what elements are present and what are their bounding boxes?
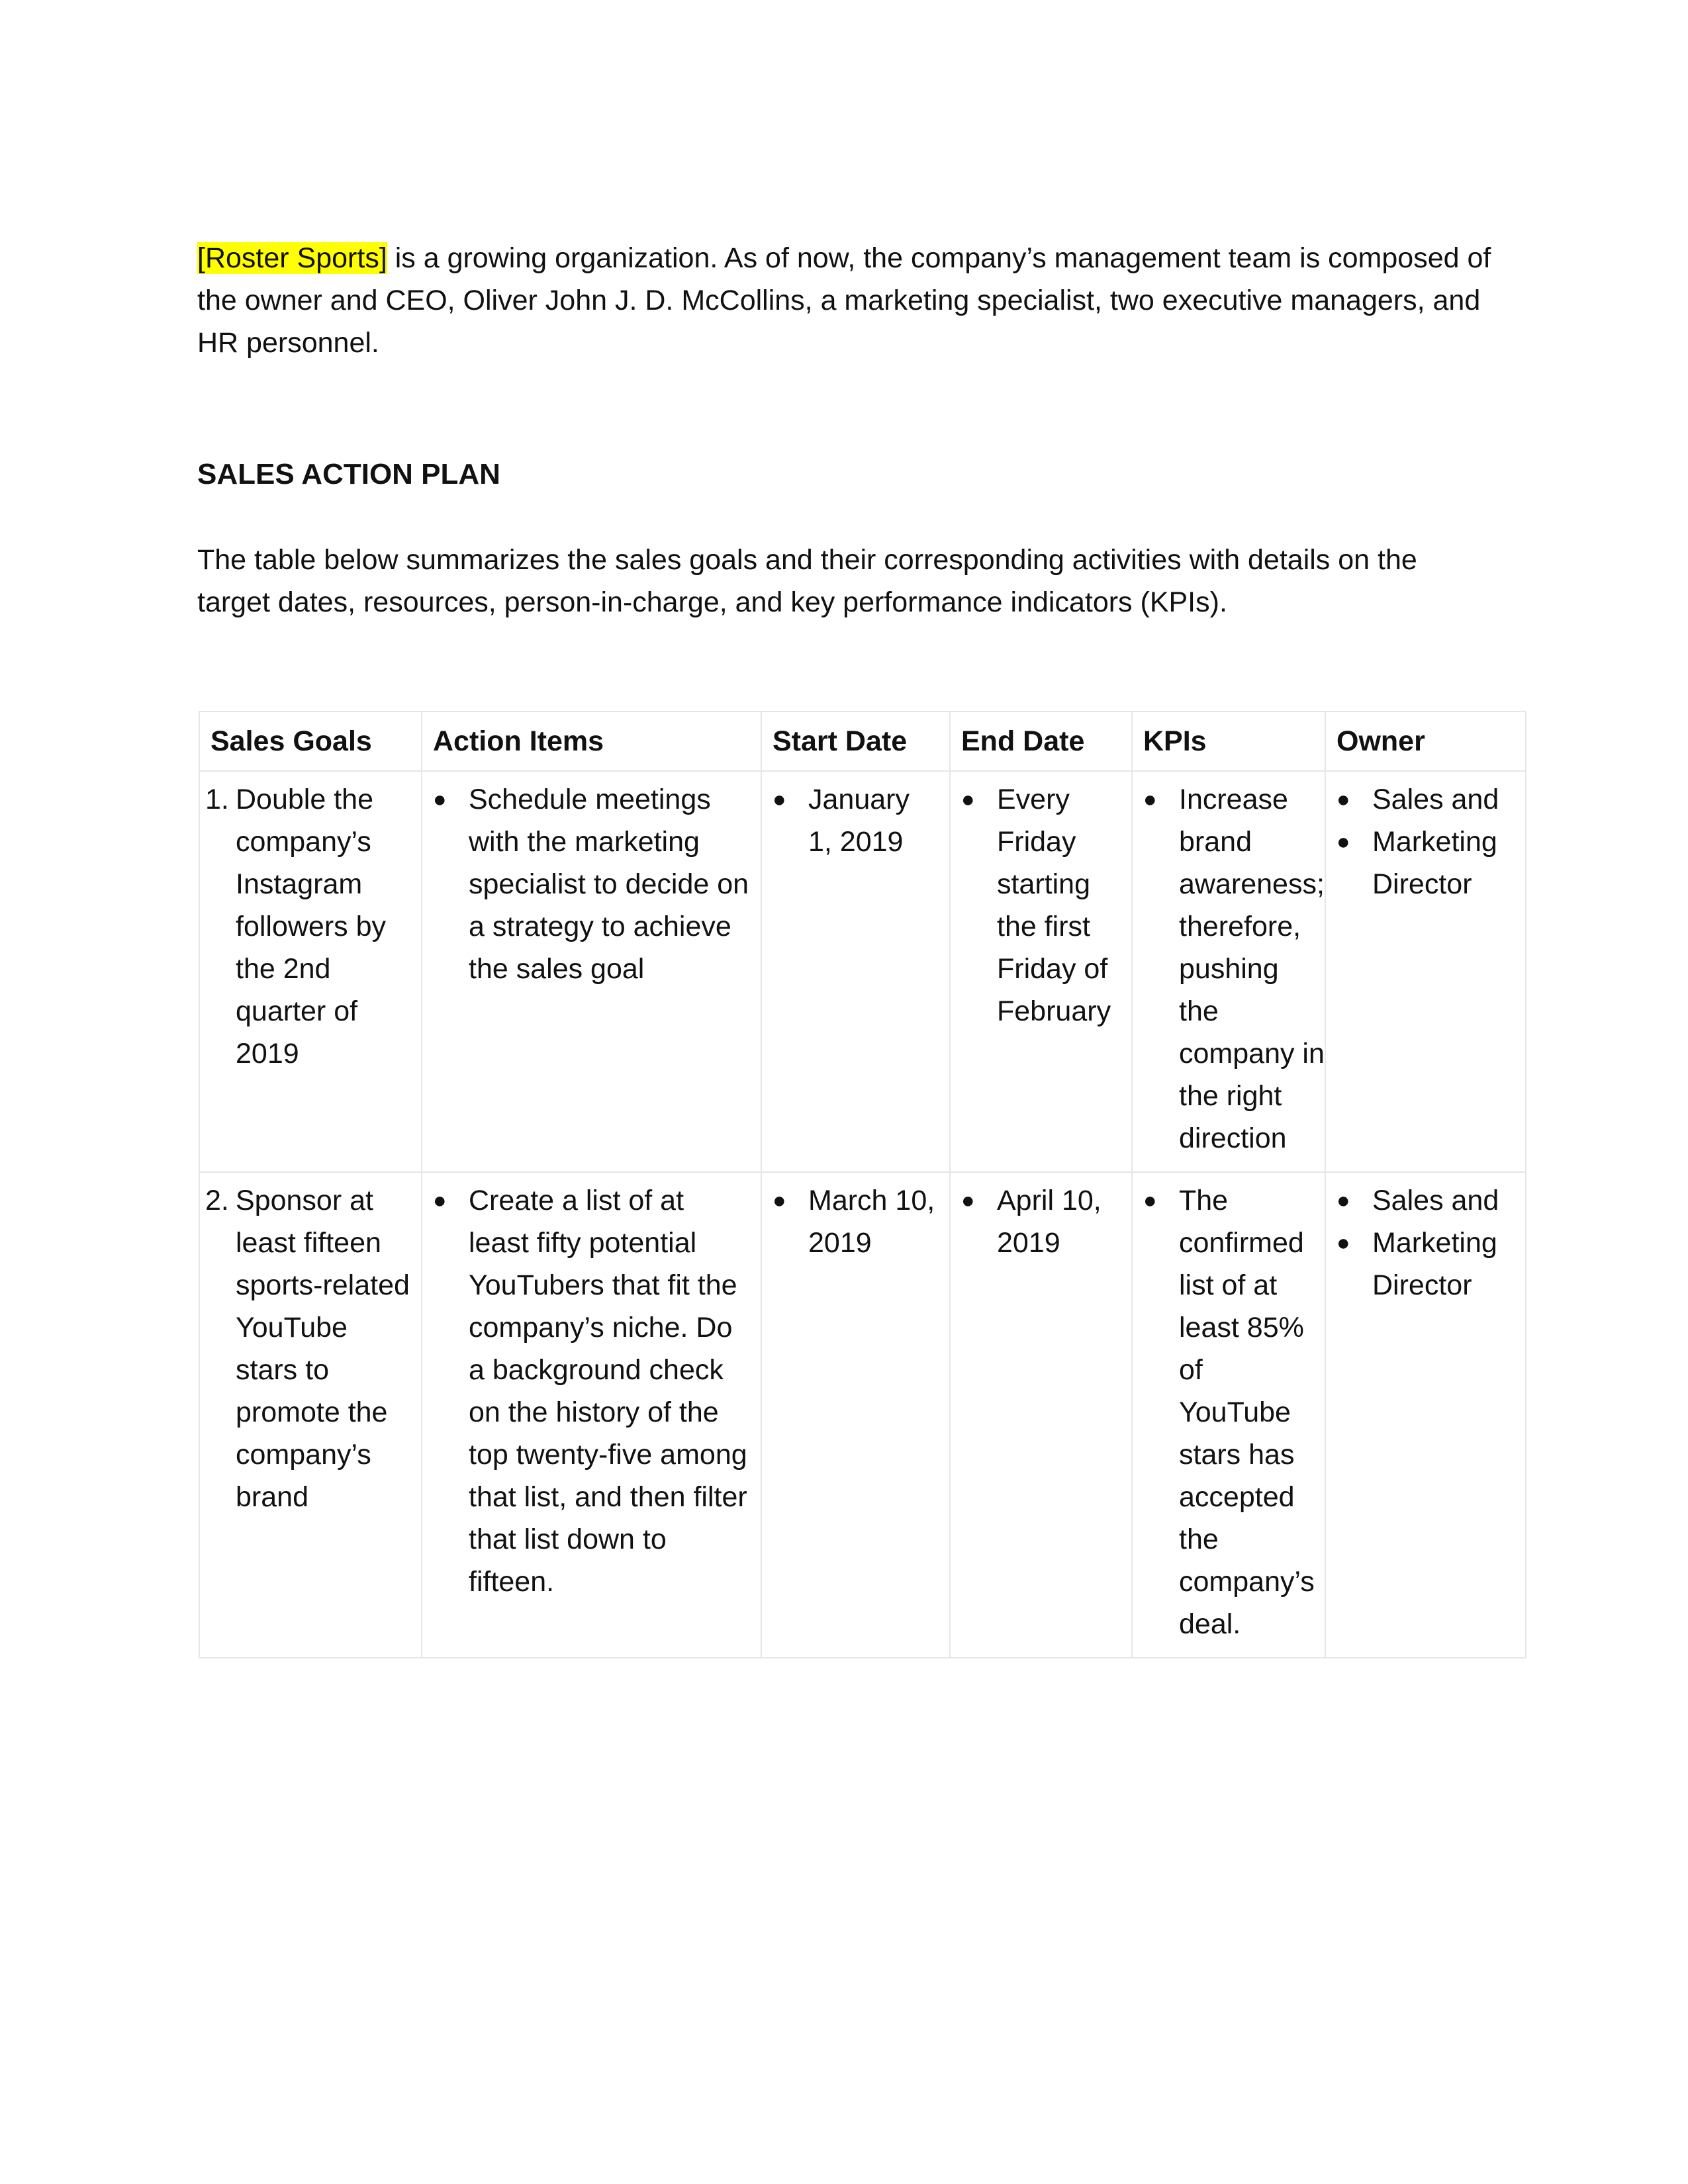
- goal-number: 2.: [205, 1185, 229, 1216]
- sales-action-plan-table: [199, 711, 1526, 1659]
- bullet-icon: ●: [1336, 1188, 1350, 1213]
- owner-text-2: Marketing Director: [1372, 826, 1497, 900]
- action-cell: [422, 771, 761, 1172]
- end-date-text: Every Friday starting the first Friday of February: [997, 784, 1111, 1027]
- goal-cell: [199, 771, 422, 1172]
- header-end-date: End Date: [950, 711, 1132, 771]
- start-date-text: January 1, 2019: [808, 784, 910, 858]
- header-sales-goals: Sales Goals: [199, 711, 422, 771]
- section-heading: SALES ACTION PLAN: [197, 458, 500, 490]
- goal-cell: [199, 1172, 422, 1658]
- goal-number: 1.: [205, 784, 229, 815]
- owner-text-1: Sales and: [1372, 1185, 1499, 1216]
- table-header-row: [199, 711, 1526, 771]
- action-cell: [422, 1172, 761, 1658]
- owner-text-1: Sales and: [1372, 784, 1499, 815]
- owner-text-2: Marketing Director: [1372, 1227, 1497, 1301]
- start-date-cell: [761, 771, 950, 1172]
- summary-paragraph: The table below summarizes the sales goals and their corresponding activities with details on the target dates, resources, person-in-charge, and key performance indicators (KPIs).: [197, 544, 1417, 618]
- bullet-icon: ●: [961, 1188, 975, 1213]
- intro-paragraph: [197, 237, 1495, 364]
- bullet-icon: ●: [433, 787, 447, 812]
- table-row: [199, 1172, 1526, 1658]
- start-date-text: March 10, 2019: [808, 1185, 935, 1259]
- owner-cell: [1325, 771, 1526, 1172]
- kpi-text: Increase brand awareness; therefore, pushing the company in the right direction: [1179, 784, 1325, 1154]
- kpi-cell: [1132, 771, 1325, 1172]
- kpi-text: The confirmed list of at least 85% of YouTube stars has accepted the company’s deal.: [1179, 1185, 1315, 1640]
- end-date-cell: [950, 1172, 1132, 1658]
- start-date-cell: [761, 1172, 950, 1658]
- end-date-text: April 10, 2019: [997, 1185, 1102, 1259]
- bullet-icon: ●: [1143, 787, 1157, 812]
- bullet-icon: ●: [1143, 1188, 1157, 1213]
- header-kpis: KPIs: [1132, 711, 1325, 771]
- header-start-date: Start Date: [761, 711, 950, 771]
- company-name-highlight: [Roster Sports]: [197, 242, 387, 274]
- owner-cell: [1325, 1172, 1526, 1658]
- goal-text: Double the company’s Instagram followers by the 2nd quarter of 2019: [236, 784, 387, 1069]
- bullet-icon: ●: [433, 1188, 447, 1213]
- intro-text: is a growing organization. As of now, the company’s management team is composed of the owner and CEO, Oliver John J. D. McCollins, a marketing specialist, two executive managers, and HR personnel.: [197, 242, 1491, 359]
- bullet-icon: ●: [1336, 787, 1350, 812]
- bullet-icon: ●: [1336, 1230, 1350, 1255]
- goal-text: Sponsor at least fifteen sports-related YouTube stars to promote the company’s brand: [236, 1185, 410, 1513]
- bullet-icon: ●: [1336, 829, 1350, 854]
- table-row: [199, 771, 1526, 1172]
- action-text: Schedule meetings with the marketing specialist to decide on a strategy to achieve the sales goal: [469, 784, 749, 985]
- bullet-icon: ●: [961, 787, 975, 812]
- kpi-cell: [1132, 1172, 1325, 1658]
- bullet-icon: ●: [773, 1188, 786, 1213]
- action-text: Create a list of at least fifty potential YouTubers that fit the company’s niche. Do a background check on the history of the top twenty-five among that list, and then filter that list down to fifteen.: [469, 1185, 747, 1598]
- header-owner: Owner: [1325, 711, 1526, 771]
- bullet-icon: ●: [773, 787, 786, 812]
- end-date-cell: [950, 771, 1132, 1172]
- header-action-items: Action Items: [422, 711, 761, 771]
